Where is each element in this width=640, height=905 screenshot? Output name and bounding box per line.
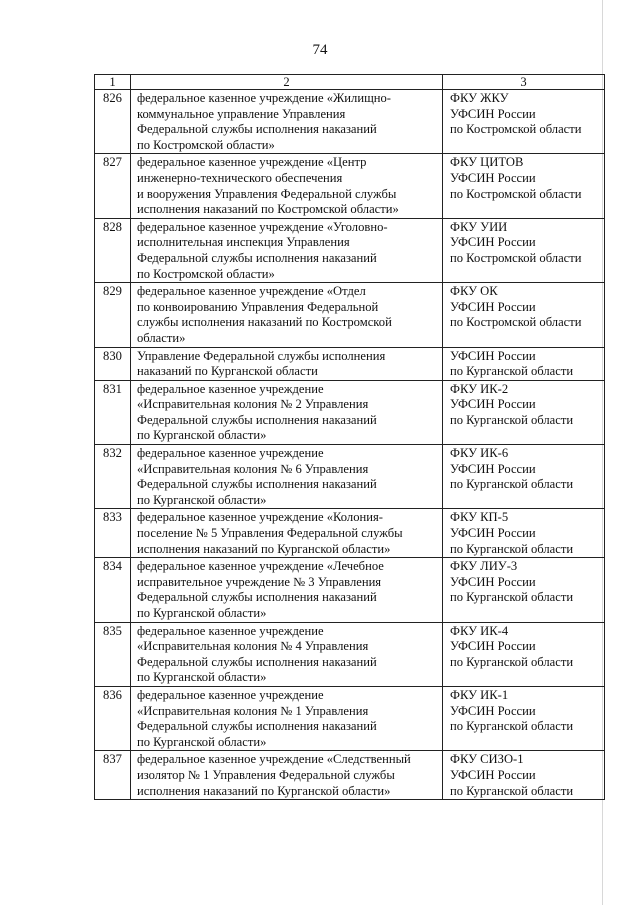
table-row — [95, 686, 605, 750]
institution-name-cell: федеральное казенное учреждение «Жилищно- коммунальное управление Управления Федеральной службы исполнения наказаний по Костромской области» — [131, 90, 443, 154]
row-number-cell: 829 — [95, 283, 131, 347]
table-row — [95, 509, 605, 558]
short-name-cell: ФКУ ЛИУ-3 УФСИН России по Курганской области — [443, 558, 605, 622]
header-cell-3: 3 — [443, 75, 605, 90]
table-row — [95, 445, 605, 509]
short-name-cell: ФКУ ОК УФСИН России по Костромской области — [443, 283, 605, 347]
table-row — [95, 622, 605, 686]
table-header-row — [95, 75, 605, 90]
row-number-cell: 833 — [95, 509, 131, 558]
header-cell-1: 1 — [95, 75, 131, 90]
page-number: 74 — [312, 42, 328, 58]
table-body — [95, 75, 605, 800]
short-name-cell: ФКУ ИК-4 УФСИН России по Курганской области — [443, 622, 605, 686]
row-number-cell: 827 — [95, 154, 131, 218]
row-number-cell: 835 — [95, 622, 131, 686]
table-row — [95, 347, 605, 380]
institution-name-cell: федеральное казенное учреждение «Исправительная колония № 2 Управления Федеральной службы исполнения наказаний по Курганской области» — [131, 380, 443, 444]
row-number-cell: 836 — [95, 686, 131, 750]
table-row — [95, 283, 605, 347]
table-row — [95, 558, 605, 622]
row-number-cell: 831 — [95, 380, 131, 444]
institution-name-cell: федеральное казенное учреждение «Исправительная колония № 6 Управления Федеральной службы исполнения наказаний по Курганской области» — [131, 445, 443, 509]
short-name-cell: ФКУ ИК-6 УФСИН России по Курганской области — [443, 445, 605, 509]
short-name-cell: ФКУ КП-5 УФСИН России по Курганской области — [443, 509, 605, 558]
institution-name-cell: федеральное казенное учреждение «Центр инженерно-технического обеспечения и вооружения Управления Федеральной службы исполнения наказаний по Костромской области» — [131, 154, 443, 218]
short-name-cell: ФКУ ИК-2 УФСИН России по Курганской области — [443, 380, 605, 444]
table-row — [95, 90, 605, 154]
short-name-cell: ФКУ ЖКУ УФСИН России по Костромской области — [443, 90, 605, 154]
institution-name-cell: федеральное казенное учреждение «Следственный изолятор № 1 Управления Федеральной службы исполнения наказаний по Курганской области» — [131, 751, 443, 800]
table-row — [95, 380, 605, 444]
short-name-cell: ФКУ СИЗО-1 УФСИН России по Курганской области — [443, 751, 605, 800]
table-row — [95, 154, 605, 218]
short-name-cell: УФСИН России по Курганской области — [443, 347, 605, 380]
table-row — [95, 218, 605, 282]
institution-name-cell: федеральное казенное учреждение «Исправительная колония № 1 Управления Федеральной службы исполнения наказаний по Курганской области» — [131, 686, 443, 750]
registry-table — [94, 74, 605, 800]
short-name-cell: ФКУ ЦИТОВ УФСИН России по Костромской области — [443, 154, 605, 218]
short-name-cell: ФКУ ИК-1 УФСИН России по Курганской области — [443, 686, 605, 750]
institution-name-cell: федеральное казенное учреждение «Отдел по конвоированию Управления Федеральной службы исполнения наказаний по Костромской области» — [131, 283, 443, 347]
row-number-cell: 828 — [95, 218, 131, 282]
institution-name-cell: Управление Федеральной службы исполнения наказаний по Курганской области — [131, 347, 443, 380]
institution-name-cell: федеральное казенное учреждение «Исправительная колония № 4 Управления Федеральной службы исполнения наказаний по Курганской области» — [131, 622, 443, 686]
header-cell-2: 2 — [131, 75, 443, 90]
institution-name-cell: федеральное казенное учреждение «Колония- поселение № 5 Управления Федеральной службы исполнения наказаний по Курганской области» — [131, 509, 443, 558]
row-number-cell: 830 — [95, 347, 131, 380]
institution-name-cell: федеральное казенное учреждение «Лечебное исправительное учреждение № 3 Управления Федеральной службы исполнения наказаний по Курганской области» — [131, 558, 443, 622]
table-row — [95, 751, 605, 800]
short-name-cell: ФКУ УИИ УФСИН России по Костромской области — [443, 218, 605, 282]
institution-name-cell: федеральное казенное учреждение «Уголовно- исполнительная инспекция Управления Федеральной службы исполнения наказаний по Костромской области» — [131, 218, 443, 282]
row-number-cell: 826 — [95, 90, 131, 154]
row-number-cell: 832 — [95, 445, 131, 509]
row-number-cell: 837 — [95, 751, 131, 800]
row-number-cell: 834 — [95, 558, 131, 622]
